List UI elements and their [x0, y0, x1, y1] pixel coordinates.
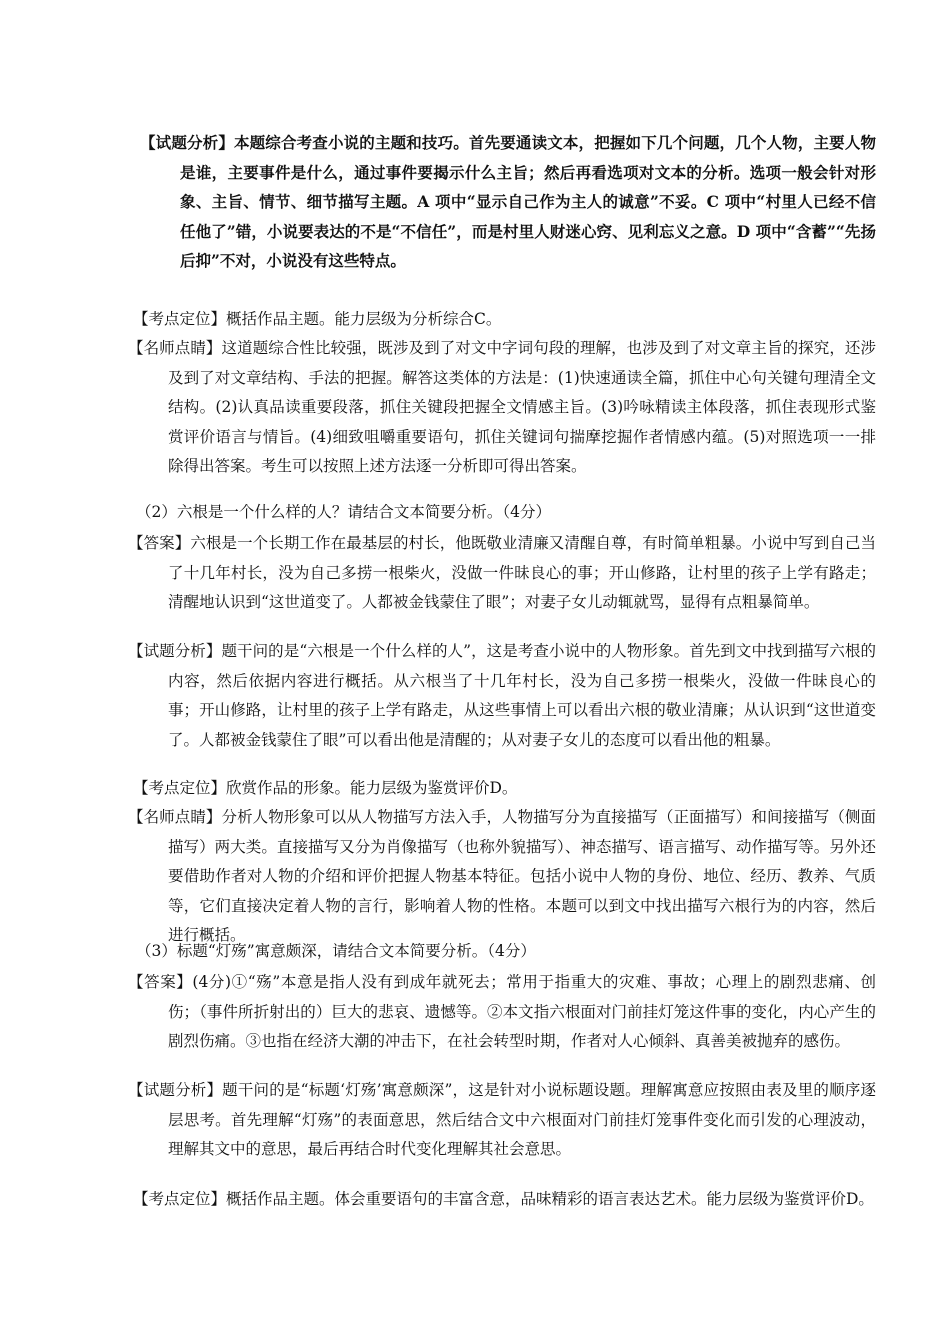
teacher-tip-q1: 【名师点睛】这道题综合性比较强，既涉及到了对文中字词句段的理解，也涉及到了对文章主旨的探究，还涉及到了对文章结构、手法的把握。解答这类体的方法是：(1)快速通读全篇，抓住中心句关键句理清全文结构。(2)认真品读重要段落，抓住关键段把握全文情感主旨。(3)吟咏精读主体段落，抓住表现形式鉴赏评价语言与情旨。(4)细致咀嚼重要语句，抓住关键词句揣摩挖掘作者情感内蕴。(5)对照选项一一排除得出答案。考生可以按照上述方法逐一分析即可得出答案。: [128, 339, 876, 475]
question-3: （3）标题“灯殇”寓意颇深，请结合文本简要分析。（4分）: [136, 942, 536, 960]
exam-point-q3: 【考点定位】概括作品主题。体会重要语句的丰富含意，品味精彩的语言表达艺术。能力层级为鉴赏评价D。: [133, 1190, 874, 1208]
analysis-q2: 【试题分析】题干问的是“六根是一个什么样的人”，这是考查小说中的人物形象。首先到文中找到描写六根的内容，然后依据内容进行概括。从六根当了十几年村长，没为自己多捞一根柴火，没做一件昧良心的事；开山修路，让村里的孩子上学有路走，从这些事情上可以看出六根的敬业清廉；从认识到“这世道变了。人都被金钱蒙住了眼”可以看出他是清醒的；从对妻子女儿的态度可以看出他的粗暴。: [128, 642, 876, 749]
exam-point-q2: 【考点定位】欣赏作品的形象。能力层级为鉴赏评价D。: [133, 779, 518, 797]
question-2: （2）六根是一个什么样的人？请结合文本简要分析。（4分）: [136, 503, 551, 521]
answer-q3: 【答案】(4分)①“殇”本意是指人没有到成年就死去；常用于指重大的灾难、事故；心理上的剧烈悲痛、创伤；（事件所折射出的）巨大的悲哀、遗憾等。②本文指六根面对门前挂灯笼这件事的变化，内心产生的剧烈伤痛。③也指在经济大潮的冲击下，在社会转型时期，作者对人心倾斜、真善美被抛弃的感伤。: [128, 973, 876, 1050]
exam-point-q1: 【考点定位】概括作品主题。能力层级为分析综合C。: [133, 310, 502, 328]
answer-q2: 【答案】六根是一个长期工作在最基层的村长，他既敬业清廉又清醒自尊，有时简单粗暴。小说中写到自己当了十几年村长，没为自己多捞一根柴火，没做一件昧良心的事；开山修路，让村里的孩子上学有路走；清醒地认识到“这世道变了。人都被金钱蒙住了眼”；对妻子女儿动辄就骂，显得有点粗暴简单。: [128, 534, 876, 611]
analysis-paragraph-q1: 【试题分析】本题综合考查小说的主题和技巧。首先要通读文本，把握如下几个问题，几个人物，主要人物是谁，主要事件是什么，通过事件要揭示什么主旨；然后再看选项对文本的分析。选项一般会针对形象、主旨、情节、细节描写主题。A 项中“显示自己作为主人的诚意”不妥。C 项中“村里人已经不信任他了”错，小说要表达的不是“不信任”，而是村里人财迷心窍、见利忘义之意。D 项中“含蓄”“先扬后抑”不对，小说没有这些特点。: [140, 133, 876, 270]
analysis-q3: 【试题分析】题干问的是“标题‘灯殇’寓意颇深”，这是针对小说标题设题。理解寓意应按照由表及里的顺序逐层思考。首先理解“灯殇”的表面意思，然后结合文中六根面对门前挂灯笼事件变化而引发的心理波动，理解其文中的意思，最后再结合时代变化理解其社会意思。: [128, 1081, 876, 1158]
teacher-tip-q2: 【名师点睛】分析人物形象可以从人物描写方法入手，人物描写分为直接描写（正面描写）和间接描写（侧面描写）两大类。直接描写又分为肖像描写（也称外貌描写）、神态描写、语言描写、动作描写等。另外还要借助作者对人物的介绍和评价把握人物基本特征。包括小说中人物的身份、地位、经历、教养、气质等，它们直接决定着人物的言行，影响着人物的性格。本题可以到文中找出描写六根行为的内容，然后进行概括。: [128, 808, 876, 944]
